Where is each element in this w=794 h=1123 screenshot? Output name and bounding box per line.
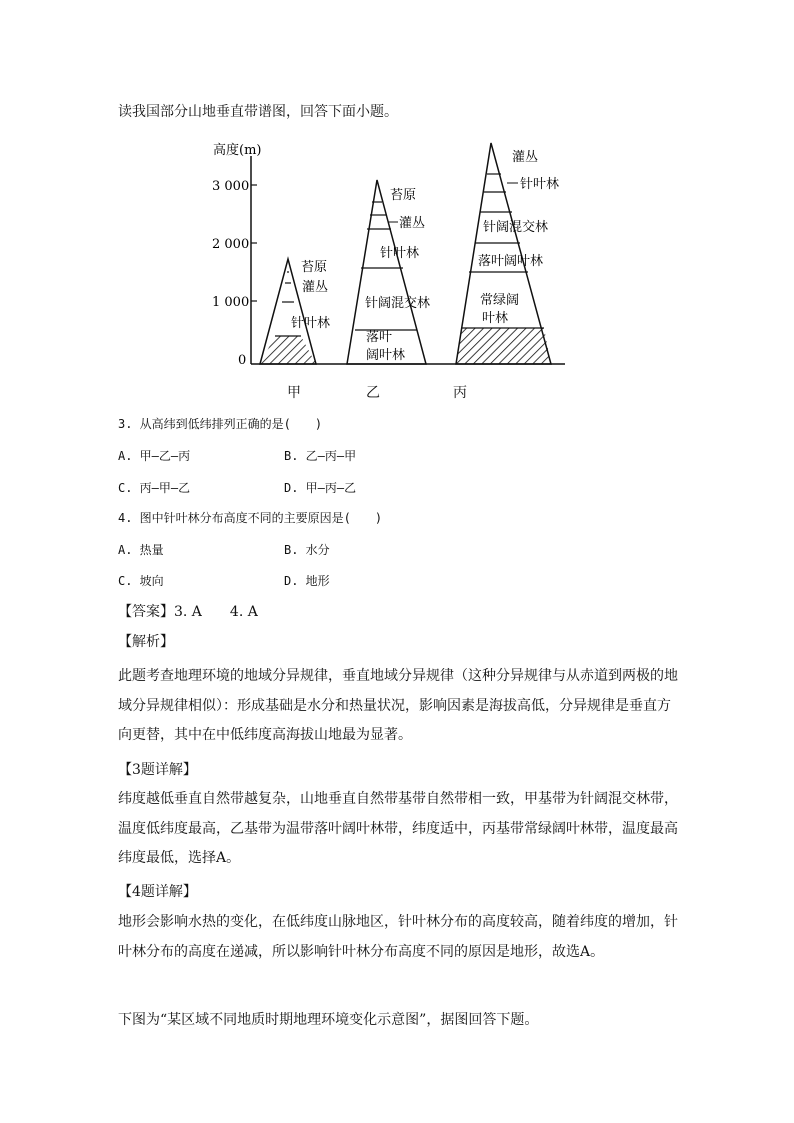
q3-option-a: A. 甲—乙—丙 <box>118 449 191 463</box>
vertical-zonation-figure <box>200 136 580 406</box>
q3-option-b: B. 乙—丙—甲 <box>284 449 357 463</box>
y-tick-3000: 3 000 <box>212 179 250 194</box>
mountain-jia <box>260 259 330 364</box>
svg-text:苔原: 苔原 <box>390 188 417 203</box>
q3-option-d: D. 甲—丙—乙 <box>284 481 357 495</box>
svg-text:针阔混交林: 针阔混交林 <box>483 220 549 235</box>
y-tick-2000: 2 000 <box>212 237 250 252</box>
q3-option-c: C. 丙—甲—乙 <box>118 481 191 495</box>
q4-detail-paragraph: 地形会影响水热的变化，在低纬度山脉地区，针叶林分布的高度较高，随着纬度的增加，针 叶林分布的高度在递减，所以影响针叶林分布高度不同的原因是地形，故选A。 <box>118 914 678 960</box>
svg-text:苔原: 苔原 <box>301 260 328 275</box>
svg-text:灌丛: 灌丛 <box>302 280 329 295</box>
q4-detail-title: 【4题详解】 <box>118 884 197 900</box>
mountain-bing <box>456 143 559 364</box>
svg-text:针叶林: 针叶林 <box>520 177 560 192</box>
svg-text:针阔混交林: 针阔混交林 <box>365 296 431 311</box>
q3-detail-paragraph: 纬度越低垂直自然带越复杂，山地垂直自然带基带自然带相一致，甲基带为针阔混交林带， 温度低纬度最高，乙基带为温带落叶阔叶林带，纬度适中，丙基带常绿阔叶林带，温度最高 纬度最低，选择A。 <box>118 791 678 866</box>
svg-text:灌丛: 灌丛 <box>399 216 426 231</box>
answer-line: 【答案】3. A 4. A <box>118 604 258 620</box>
svg-text:针叶林: 针叶林 <box>291 316 331 331</box>
q3-stem: 3. 从高纬到低纬排列正确的是( ) <box>118 417 323 431</box>
svg-text:针叶林: 针叶林 <box>380 246 420 261</box>
q4-option-c: C. 坡向 <box>118 574 164 588</box>
q4-option-a: A. 热量 <box>118 543 164 557</box>
analysis-title: 【解析】 <box>118 634 174 650</box>
q4-option-b: B. 水分 <box>284 543 330 557</box>
y-tick-0: 0 <box>238 353 247 368</box>
svg-text:阔叶林: 阔叶林 <box>366 348 406 363</box>
mountain-name-bing: 丙 <box>453 385 467 401</box>
mountain-yi <box>347 180 430 364</box>
base-belt-hatch <box>456 328 551 364</box>
svg-text:常绿阔: 常绿阔 <box>480 293 520 308</box>
analysis-paragraph: 此题考查地理环境的地域分异规律，垂直地域分异规律（这种分异规律与从赤道到两极的地 域分异规律相似）：形成基础是水分和热量状况，影响因素是海拔高低，分异规律是垂直方 向更替，其中在中低纬度高海拔山地最为显著。 <box>118 668 678 743</box>
intro-text: 读我国部分山地垂直带谱图，回答下面小题。 <box>118 104 398 120</box>
y-axis-title: 高度(m) <box>213 143 262 158</box>
svg-text:落叶: 落叶 <box>366 330 393 345</box>
svg-text:叶林: 叶林 <box>482 311 509 326</box>
svg-text:灌丛: 灌丛 <box>512 150 539 165</box>
q3-detail-title: 【3题详解】 <box>118 762 197 778</box>
y-tick-1000: 1 000 <box>212 295 250 310</box>
q4-stem: 4. 图中针叶林分布高度不同的主要原因是( ) <box>118 511 383 525</box>
svg-text:落叶阔叶林: 落叶阔叶林 <box>478 254 544 269</box>
next-question-intro: 下图为“某区域不同地质时期地理环境变化示意图”，据图回答下题。 <box>118 1012 539 1028</box>
q4-option-d: D. 地形 <box>284 574 330 588</box>
base-belt-hatch <box>260 336 316 364</box>
mountain-name-jia: 甲 <box>287 385 301 401</box>
mountain-name-yi: 乙 <box>366 385 380 401</box>
